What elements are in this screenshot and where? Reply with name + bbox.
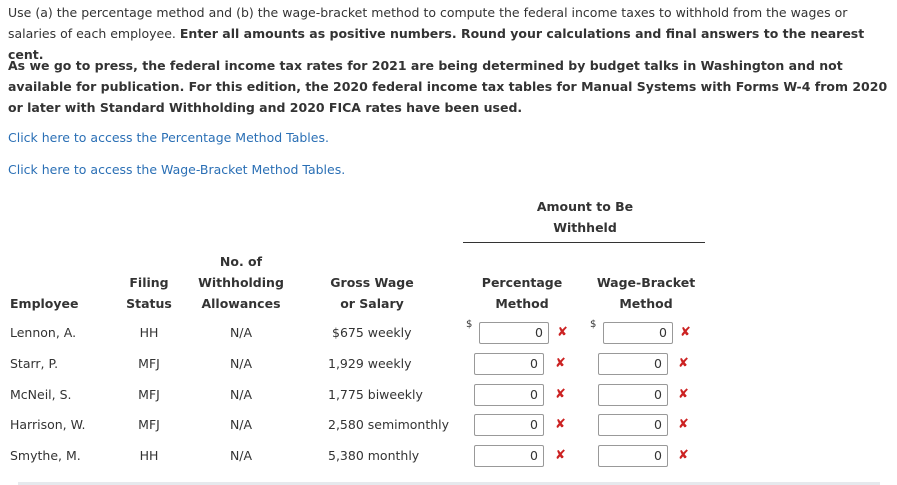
table-row (0, 384, 897, 415)
incorrect-icon: ✘ (555, 387, 566, 402)
wage-bracket-method-input[interactable]: 0 (598, 445, 668, 467)
percentage-header-line2: Method (495, 296, 549, 311)
filing-header-line1: Filing (129, 275, 169, 290)
table-row (0, 414, 897, 445)
filing-status-header (114, 272, 184, 314)
employee-name: Harrison, W. (10, 417, 86, 432)
gross-header-line1: Gross Wage (330, 275, 414, 290)
table-row (0, 445, 897, 476)
filing-status: HH (139, 325, 159, 340)
percentage-method-input[interactable]: 0 (474, 414, 544, 436)
wage-bracket-method-input[interactable]: 0 (598, 384, 668, 406)
employee-name: Starr, P. (10, 356, 59, 371)
incorrect-icon: ✘ (678, 417, 689, 432)
wage-bracket-method-header (586, 272, 706, 314)
gross-wage: 5,380 monthly (328, 448, 420, 463)
gross-wage: 1,929 weekly (328, 356, 412, 371)
percentage-method-input[interactable]: 0 (474, 353, 544, 375)
allowances-header-line2: Withholding (198, 275, 284, 290)
allowances-header (186, 251, 296, 314)
percentage-method-input[interactable]: 0 (474, 384, 544, 406)
currency-symbol: $ (590, 319, 597, 330)
incorrect-icon: ✘ (555, 448, 566, 463)
incorrect-icon: ✘ (680, 325, 691, 340)
allowances-header-line3: Allowances (201, 296, 281, 311)
instructions-intro: Use (a) the percentage method and (b) the wage-bracket method to compute the federal income taxes to withhold from the wages or salaries of each employee. (8, 5, 848, 41)
wage-bracket-method-input[interactable]: 0 (598, 414, 668, 436)
gross-wage: 2,580 semimonthly (328, 417, 450, 432)
filing-status: MFJ (138, 417, 160, 432)
gross-wage: 1,775 biweekly (328, 387, 423, 402)
gross-wage: $675 weekly (332, 325, 412, 340)
wage-bracket-method-input[interactable]: 0 (598, 353, 668, 375)
wage-bracket-tables-link[interactable]: Click here to access the Wage-Bracket Method Tables. (8, 162, 346, 177)
allowances: N/A (229, 356, 253, 371)
allowances: N/A (229, 325, 253, 340)
table-row (0, 319, 897, 353)
percentage-method-input[interactable]: 0 (474, 445, 544, 467)
incorrect-icon: ✘ (678, 448, 689, 463)
employee-name: Lennon, A. (10, 325, 77, 340)
gross-wage-header (317, 272, 427, 314)
percentage-header-line1: Percentage (481, 275, 563, 290)
percentage-tables-link[interactable]: Click here to access the Percentage Method Tables. (8, 130, 329, 145)
incorrect-icon: ✘ (555, 356, 566, 371)
allowances: N/A (229, 387, 253, 402)
amount-header-line2: Withheld (553, 220, 617, 235)
filing-header-line2: Status (126, 296, 172, 311)
incorrect-icon: ✘ (557, 325, 568, 340)
allowances-header-line1: No. of (219, 254, 263, 269)
incorrect-icon: ✘ (678, 356, 689, 371)
amount-withheld-header (510, 196, 660, 238)
percentage-method-header (467, 272, 577, 314)
allowances: N/A (229, 417, 253, 432)
gross-header-line2: or Salary (340, 296, 404, 311)
employee-name: McNeil, S. (10, 387, 72, 402)
percentage-method-input[interactable]: 0 (479, 322, 549, 344)
instructions-emphasis: Enter all amounts as positive numbers. Round your calculations and final answers to the nearest cent. (8, 26, 865, 62)
filing-status: HH (139, 448, 159, 463)
amount-header-line1: Amount to Be (536, 199, 634, 214)
incorrect-icon: ✘ (555, 417, 566, 432)
filing-status: MFJ (138, 356, 160, 371)
employee-header: Employee (10, 296, 79, 311)
wage-bracket-method-input[interactable]: 0 (603, 322, 673, 344)
incorrect-icon: ✘ (678, 387, 689, 402)
filing-status: MFJ (138, 387, 160, 402)
allowances: N/A (229, 448, 253, 463)
press-note: As we go to press, the federal income tax rates for 2021 are being determined by budget talks in Washington and not available for publication. For this edition, the 2020 federal income tax tables for Manual Systems with Forms W-4 from 2020 or later with Standard Withholding and 2020 FICA rates have been used. (8, 58, 888, 115)
table-row (0, 353, 897, 384)
wage-bracket-header-line1: Wage-Bracket (596, 275, 696, 290)
currency-symbol: $ (466, 319, 473, 330)
wage-bracket-header-line2: Method (619, 296, 673, 311)
amount-header-rule (463, 242, 705, 243)
employee-name: Smythe, M. (10, 448, 81, 463)
